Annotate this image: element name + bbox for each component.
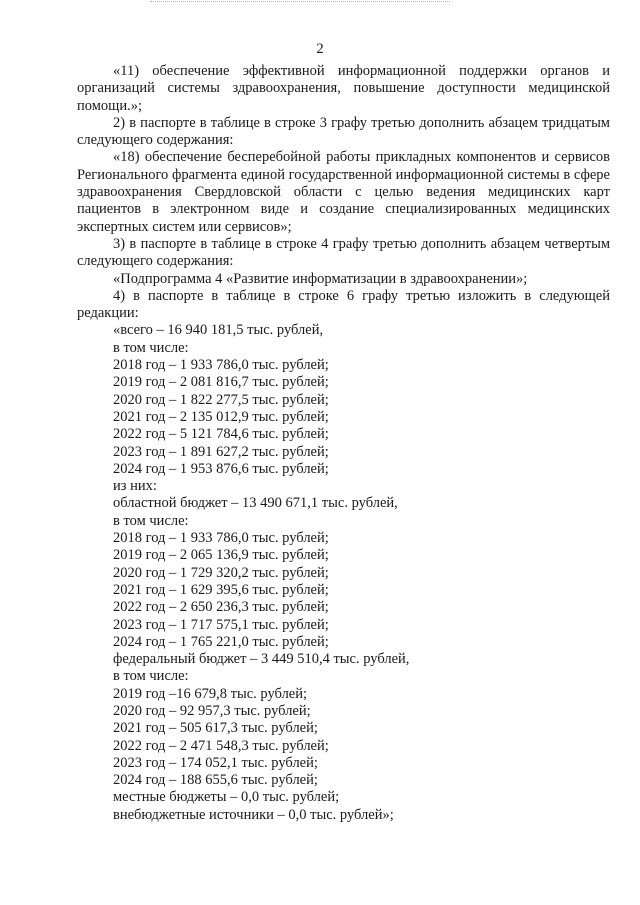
financing-list: [77, 322, 610, 824]
financing-line: 2018 год – 1 933 786,0 тыс. рублей;: [113, 530, 329, 547]
financing-line: 2024 год – 1 953 876,6 тыс. рублей;: [113, 460, 329, 477]
financing-line: 2019 год –16 679,8 тыс. рублей;: [113, 685, 308, 702]
financing-line: 2022 год – 5 121 784,6 тыс. рублей;: [113, 426, 329, 443]
paragraph-item-11: «11) обеспечение эффективной информационной поддержки органов и организаций системы здравоохранения, повышение доступности медицинской помощи.»;: [77, 63, 610, 114]
financing-line: 2023 год – 1 891 627,2 тыс. рублей;: [113, 443, 329, 460]
paragraph-amendment-4: 4) в паспорте в таблице в строке 6 графу третью изложить в следующей редакции:: [77, 287, 610, 322]
federal-budget-total: федеральный бюджет – 3 449 510,4 тыс. рублей,: [113, 651, 410, 668]
financing-line: 2024 год – 188 655,6 тыс. рублей;: [113, 772, 318, 789]
financing-line: 2024 год – 1 765 221,0 тыс. рублей;: [113, 633, 329, 650]
page-number: 2: [316, 41, 324, 57]
paragraph-item-18: «18) обеспечение бесперебойной работы прикладных компонентов и сервисов Регионального фрагмента единой государственной информационной системы в сфере здравоохранения Свердловской области с целью ведения медицинских карт пациентов в электронном виде и создание специализированных медицинских экспертных систем или сервисов»;: [77, 149, 610, 235]
extrabudgetary-line: внебюджетные источники – 0,0 тыс. рублей»;: [113, 806, 394, 823]
financing-line: 2019 год – 2 081 816,7 тыс. рублей;: [113, 374, 329, 391]
local-budgets-line: местные бюджеты – 0,0 тыс. рублей;: [113, 789, 340, 806]
paragraph-amendment-3: 3) в паспорте в таблице в строке 4 графу третью дополнить абзацем четвертым следующего содержания:: [77, 235, 610, 270]
regional-budget-total: областной бюджет – 13 490 671,1 тыс. рублей,: [113, 495, 398, 512]
financing-line: в том числе:: [113, 339, 189, 356]
scan-artifact: [150, 1, 450, 5]
paragraph-amendment-2: 2) в паспорте в таблице в строке 3 графу третью дополнить абзацем тридцатым следующего содержания:: [77, 114, 610, 149]
financing-line: 2020 год – 1 822 277,5 тыс. рублей;: [113, 391, 329, 408]
financing-line: из них:: [113, 478, 157, 495]
financing-line: 2022 год – 2 650 236,3 тыс. рублей;: [113, 599, 329, 616]
financing-line: 2021 год – 2 135 012,9 тыс. рублей;: [113, 408, 329, 425]
financing-line: 2020 год – 92 957,3 тыс. рублей;: [113, 702, 311, 719]
financing-total: «всего – 16 940 181,5 тыс. рублей,: [113, 322, 324, 339]
paragraph-subprogram-4: «Подпрограмма 4 «Развитие информатизации в здравоохранении»;: [113, 270, 528, 287]
financing-line: 2019 год – 2 065 136,9 тыс. рублей;: [113, 547, 329, 564]
financing-line: 2021 год – 1 629 395,6 тыс. рублей;: [113, 581, 329, 598]
document-body: [77, 63, 610, 824]
financing-line: 2021 год – 505 617,3 тыс. рублей;: [113, 720, 318, 737]
financing-line: 2022 год – 2 471 548,3 тыс. рублей;: [113, 737, 329, 754]
financing-line: 2018 год – 1 933 786,0 тыс. рублей;: [113, 357, 329, 374]
financing-line: в том числе:: [113, 668, 189, 685]
financing-line: 2023 год – 1 717 575,1 тыс. рублей;: [113, 616, 329, 633]
financing-line: 2020 год – 1 729 320,2 тыс. рублей;: [113, 564, 329, 581]
financing-line: 2023 год – 174 052,1 тыс. рублей;: [113, 754, 318, 771]
financing-line: в том числе:: [113, 512, 189, 529]
